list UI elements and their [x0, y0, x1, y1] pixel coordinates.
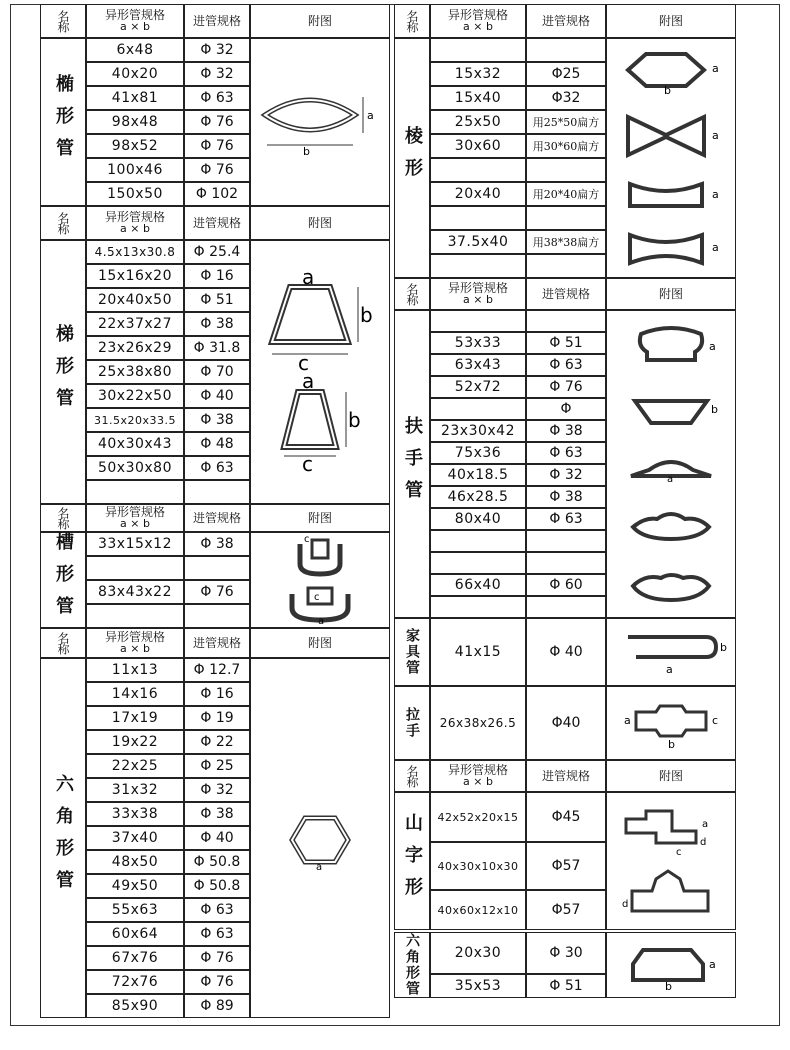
header-shape-label: 异形管规格	[104, 630, 165, 644]
size-cell: 40x60x12x10	[430, 890, 526, 930]
fig-label: a	[318, 616, 325, 627]
trapezoid-pipe-icon-2	[260, 369, 380, 476]
size-cell	[86, 556, 184, 580]
size-cell: 46x28.5	[430, 486, 526, 508]
mountain-pipe-icon-1	[616, 803, 726, 861]
header-shape	[430, 278, 526, 310]
header-figure: 附图	[250, 206, 390, 240]
figure-trap	[250, 240, 390, 504]
pipe-cell: Φ 63	[184, 86, 250, 110]
section-name-label: 椭形管	[53, 74, 74, 170]
header-figure: 附图	[606, 278, 736, 310]
mountain-pipe-icon-2	[616, 861, 726, 919]
size-cell	[430, 206, 526, 230]
oval-pipe-icon	[255, 87, 385, 157]
handrail-pipe-icon-3	[621, 454, 721, 485]
header-name	[40, 628, 86, 658]
rhombus-pipe-icon	[616, 48, 726, 97]
pipe-cell: Φ 76	[184, 110, 250, 134]
header-pipe: 进管规格	[184, 4, 250, 38]
header-shape	[86, 4, 184, 38]
size-cell: 25x50	[430, 110, 526, 134]
pipe-cell: Φ 40	[184, 384, 250, 408]
pipe-cell: Φ 22	[184, 730, 250, 754]
bowtie-pipe-icon	[616, 111, 726, 161]
header-name	[40, 4, 86, 38]
figure-oval	[250, 38, 390, 206]
size-cell: 80x40	[430, 508, 526, 530]
pipe-cell: 用30*60扁方	[526, 134, 606, 158]
pipe-cell: 用25*50扁方	[526, 110, 606, 134]
header-name	[394, 278, 430, 310]
pipe-cell: Φ57	[526, 842, 606, 890]
section-name-label: 扶手管	[402, 416, 423, 512]
size-cell: 49x50	[86, 874, 184, 898]
figure-handrail	[606, 310, 736, 618]
figure-rhombus	[606, 38, 736, 278]
pipe-cell: 用20*40扁方	[526, 182, 606, 206]
fig-label: a	[709, 958, 716, 971]
size-cell: 67x76	[86, 946, 184, 970]
spec-table	[40, 4, 742, 1014]
pipe-cell: Φ 19	[184, 706, 250, 730]
pipe-cell: Φ 70	[184, 360, 250, 384]
fig-label: d	[700, 837, 707, 848]
fig-label: b	[668, 738, 675, 751]
size-cell: 52x72	[430, 376, 526, 398]
figure-groove	[250, 532, 390, 628]
section-name-handle	[394, 686, 430, 760]
section-name-hex2	[394, 932, 430, 998]
pipe-cell: Φ57	[526, 890, 606, 930]
header-pipe: 进管规格	[526, 4, 606, 38]
header-name	[40, 504, 86, 532]
header-shape-sub: a × b	[120, 517, 150, 530]
size-cell	[86, 480, 184, 504]
pipe-cell: Φ 38	[526, 420, 606, 442]
section-name-label: 槽形管	[53, 532, 74, 628]
size-cell	[430, 310, 526, 332]
fig-label: a	[316, 862, 323, 873]
header-name	[394, 760, 430, 792]
size-cell	[430, 38, 526, 62]
pipe-cell	[184, 556, 250, 580]
hexagon-pipe-icon	[280, 808, 360, 873]
handrail-pipe-icon-4	[621, 507, 721, 543]
section-name-label: 家具管	[404, 628, 420, 676]
header-name-label: 名称	[405, 283, 419, 305]
size-cell: 150x50	[86, 182, 184, 206]
pipe-cell	[184, 604, 250, 628]
trapezoid-pipe-icon-1	[260, 265, 380, 375]
pipe-cell: Φ 16	[184, 682, 250, 706]
fig-label: c	[314, 592, 320, 603]
figure-hex	[250, 658, 390, 1018]
pipe-cell: Φ 63	[526, 354, 606, 376]
pipe-cell: Φ 31.8	[184, 336, 250, 360]
pipe-cell: Φ 38	[184, 802, 250, 826]
fig-label: a	[702, 819, 709, 830]
concave-pipe-icon	[616, 229, 726, 269]
size-cell: 83x43x22	[86, 580, 184, 604]
pipe-cell: Φ 48	[184, 432, 250, 456]
size-cell: 75x36	[430, 442, 526, 464]
size-cell: 23x30x42	[430, 420, 526, 442]
header-name-label: 名称	[56, 10, 70, 32]
pipe-cell: Φ 76	[184, 580, 250, 604]
header-shape	[430, 4, 526, 38]
size-cell: 53x33	[430, 332, 526, 354]
size-cell: 40x30x43	[86, 432, 184, 456]
size-cell: 42x52x20x15	[430, 792, 526, 842]
handrail-pipe-icon-1	[621, 324, 721, 368]
pipe-cell	[526, 530, 606, 552]
size-cell: 40x20	[86, 62, 184, 86]
fig-label: c	[676, 847, 682, 858]
header-pipe: 进管规格	[526, 760, 606, 792]
size-cell: 4.5x13x30.8	[86, 240, 184, 264]
figure-mountain	[606, 792, 736, 930]
pipe-cell: Φ 38	[526, 486, 606, 508]
figure-hex2	[606, 932, 736, 998]
header-pipe: 进管规格	[184, 206, 250, 240]
handrail-pipe-icon-5	[621, 568, 721, 604]
pipe-cell: Φ 63	[184, 456, 250, 480]
pipe-cell	[526, 158, 606, 182]
size-cell: 14x16	[86, 682, 184, 706]
size-cell: 33x38	[86, 802, 184, 826]
pipe-cell: Φ 63	[184, 898, 250, 922]
section-name-label: 棱形	[402, 126, 423, 190]
fig-label: b	[711, 402, 718, 416]
header-figure: 附图	[250, 4, 390, 38]
header-name-label: 名称	[56, 632, 70, 654]
fig-label: a	[302, 369, 315, 393]
size-cell: 22x37x27	[86, 312, 184, 336]
size-cell: 17x19	[86, 706, 184, 730]
fig-label: a	[709, 339, 716, 353]
size-cell: 20x30	[430, 932, 526, 974]
handle-pipe-icon	[616, 698, 726, 751]
header-shape	[86, 206, 184, 240]
size-cell: 15x40	[430, 86, 526, 110]
pipe-cell: Φ 50.8	[184, 874, 250, 898]
pipe-cell: Φ 40	[184, 826, 250, 850]
header-shape	[86, 628, 184, 658]
header-shape-label: 异形管规格	[447, 281, 508, 295]
pipe-cell: Φ 32	[184, 62, 250, 86]
size-cell: 98x48	[86, 110, 184, 134]
section-name-handrail	[394, 310, 430, 618]
pipe-cell: Φ 32	[526, 464, 606, 486]
fig-label: c	[712, 714, 719, 727]
section-name-hex	[40, 658, 86, 1018]
size-cell: 100x46	[86, 158, 184, 182]
pipe-cell: Φ 63	[526, 508, 606, 530]
fig-label: a	[667, 473, 674, 485]
figure-furniture	[606, 618, 736, 686]
header-shape-sub: a × b	[463, 775, 493, 788]
size-cell	[430, 552, 526, 574]
header-name	[394, 4, 430, 38]
size-cell: 40x18.5	[430, 464, 526, 486]
pipe-cell: Φ 25	[184, 754, 250, 778]
size-cell: 48x50	[86, 850, 184, 874]
header-shape-sub: a × b	[120, 642, 150, 655]
size-cell: 11x13	[86, 658, 184, 682]
fig-label: b	[360, 303, 373, 327]
fig-label: a	[712, 187, 719, 201]
header-shape	[86, 504, 184, 532]
size-cell: 35x53	[430, 974, 526, 998]
size-cell: 50x30x80	[86, 456, 184, 480]
fig-label: b	[664, 83, 671, 97]
header-shape-sub: a × b	[463, 293, 493, 306]
pipe-cell	[526, 552, 606, 574]
header-shape-label: 异形管规格	[447, 8, 508, 22]
fig-label: c	[298, 351, 309, 375]
header-shape-sub: a × b	[120, 222, 150, 235]
header-shape-label: 异形管规格	[104, 8, 165, 22]
pipe-cell: Φ 12.7	[184, 658, 250, 682]
size-cell: 98x52	[86, 134, 184, 158]
pipe-cell: Φ25	[526, 62, 606, 86]
header-name-label: 名称	[56, 507, 70, 529]
pipe-cell: Φ 25.4	[184, 240, 250, 264]
fig-label: b	[665, 980, 672, 993]
fig-label: b	[720, 641, 727, 654]
pipe-cell: Φ 38	[184, 532, 250, 556]
size-cell: 23x26x29	[86, 336, 184, 360]
pipe-cell: Φ 32	[184, 778, 250, 802]
fig-label: a	[624, 714, 631, 727]
header-shape-sub: a × b	[463, 20, 493, 33]
size-cell: 37x40	[86, 826, 184, 850]
pipe-cell	[526, 38, 606, 62]
pipe-cell: Φ40	[526, 686, 606, 760]
header-pipe: 进管规格	[184, 628, 250, 658]
pipe-cell: Φ 30	[526, 932, 606, 974]
header-shape-label: 异形管规格	[104, 210, 165, 224]
header-shape-label: 异形管规格	[447, 763, 508, 777]
pipe-cell: Φ 51	[184, 288, 250, 312]
pipe-cell: Φ32	[526, 86, 606, 110]
pipe-cell: Φ45	[526, 792, 606, 842]
size-cell: 37.5x40	[430, 230, 526, 254]
size-cell: 33x15x12	[86, 532, 184, 556]
pipe-cell	[526, 596, 606, 618]
size-cell: 19x22	[86, 730, 184, 754]
section-name-label: 梯形管	[53, 324, 74, 420]
fig-label: d	[622, 899, 629, 910]
size-cell	[430, 158, 526, 182]
pipe-cell: Φ 76	[184, 158, 250, 182]
header-pipe: 进管规格	[526, 278, 606, 310]
size-cell: 60x64	[86, 922, 184, 946]
fig-label: c	[302, 452, 313, 476]
header-name	[40, 206, 86, 240]
size-cell: 22x25	[86, 754, 184, 778]
size-cell: 20x40x50	[86, 288, 184, 312]
arc-pipe-icon	[616, 178, 726, 212]
size-cell: 30x22x50	[86, 384, 184, 408]
pipe-cell	[526, 254, 606, 278]
size-cell: 30x60	[430, 134, 526, 158]
section-name-rhombus	[394, 38, 430, 278]
hexagon-pipe-icon-2	[621, 940, 721, 993]
fig-label: b	[303, 145, 310, 158]
pipe-cell: Φ 38	[184, 312, 250, 336]
size-cell	[86, 604, 184, 628]
size-cell: 26x38x26.5	[430, 686, 526, 760]
section-name-oval	[40, 38, 86, 206]
fig-label: a	[367, 109, 374, 122]
header-name-label: 名称	[56, 212, 70, 234]
pipe-cell: Φ 51	[526, 974, 606, 998]
size-cell: 31.5x20x33.5	[86, 408, 184, 432]
pipe-cell: Φ 50.8	[184, 850, 250, 874]
pipe-cell: Φ 63	[526, 442, 606, 464]
pipe-cell: Φ 76	[526, 376, 606, 398]
fig-label: c	[304, 534, 310, 545]
size-cell: 85x90	[86, 994, 184, 1018]
pipe-cell: Φ	[526, 398, 606, 420]
size-cell: 72x76	[86, 970, 184, 994]
pipe-cell	[526, 206, 606, 230]
size-cell: 41x81	[86, 86, 184, 110]
section-name-groove	[40, 532, 86, 628]
header-shape-sub: a × b	[120, 20, 150, 33]
header-pipe: 进管规格	[184, 504, 250, 532]
size-cell: 66x40	[430, 574, 526, 596]
section-name-label: 六角形管	[404, 933, 420, 997]
groove-pipe-icon-2	[280, 580, 360, 626]
pipe-cell: Φ 60	[526, 574, 606, 596]
size-cell	[430, 254, 526, 278]
section-name-label: 拉手	[404, 707, 420, 739]
size-cell: 31x32	[86, 778, 184, 802]
header-shape-label: 异形管规格	[104, 505, 165, 519]
pipe-cell: 用38*38扁方	[526, 230, 606, 254]
section-name-label: 山字形	[402, 813, 423, 909]
pipe-cell: Φ 89	[184, 994, 250, 1018]
section-name-mountain	[394, 792, 430, 930]
pipe-cell: Φ 16	[184, 264, 250, 288]
pipe-cell: Φ 51	[526, 332, 606, 354]
fig-label: a	[712, 61, 719, 75]
size-cell	[430, 530, 526, 552]
furniture-pipe-icon	[616, 627, 726, 677]
header-figure: 附图	[250, 628, 390, 658]
pipe-cell	[184, 480, 250, 504]
header-figure: 附图	[606, 4, 736, 38]
size-cell: 20x40	[430, 182, 526, 206]
header-name-label: 名称	[405, 765, 419, 787]
fig-label: a	[302, 265, 315, 289]
size-cell	[430, 398, 526, 420]
pipe-cell: Φ 76	[184, 946, 250, 970]
size-cell	[430, 596, 526, 618]
section-name-furniture	[394, 618, 430, 686]
pipe-cell: Φ 38	[184, 408, 250, 432]
size-cell: 15x32	[430, 62, 526, 86]
section-name-trap	[40, 240, 86, 504]
figure-handle	[606, 686, 736, 760]
size-cell: 55x63	[86, 898, 184, 922]
size-cell: 25x38x80	[86, 360, 184, 384]
pipe-cell: Φ 32	[184, 38, 250, 62]
pipe-cell: Φ 63	[184, 922, 250, 946]
pipe-cell	[526, 310, 606, 332]
size-cell: 15x16x20	[86, 264, 184, 288]
fig-label: a	[666, 663, 673, 676]
header-figure: 附图	[606, 760, 736, 792]
size-cell: 63x43	[430, 354, 526, 376]
header-figure: 附图	[250, 504, 390, 532]
header-name-label: 名称	[405, 10, 419, 32]
groove-pipe-icon-1	[280, 534, 360, 580]
section-name-label: 六角形管	[53, 774, 74, 902]
fig-label: b	[348, 408, 361, 432]
size-cell: 6x48	[86, 38, 184, 62]
handrail-pipe-icon-2	[621, 393, 721, 429]
pipe-cell: Φ 76	[184, 134, 250, 158]
size-cell: 41x15	[430, 618, 526, 686]
header-shape	[430, 760, 526, 792]
pipe-cell: Φ 76	[184, 970, 250, 994]
size-cell: 40x30x10x30	[430, 842, 526, 890]
fig-label: a	[712, 128, 719, 142]
pipe-cell: Φ 40	[526, 618, 606, 686]
pipe-cell: Φ 102	[184, 182, 250, 206]
fig-label: a	[712, 240, 719, 254]
